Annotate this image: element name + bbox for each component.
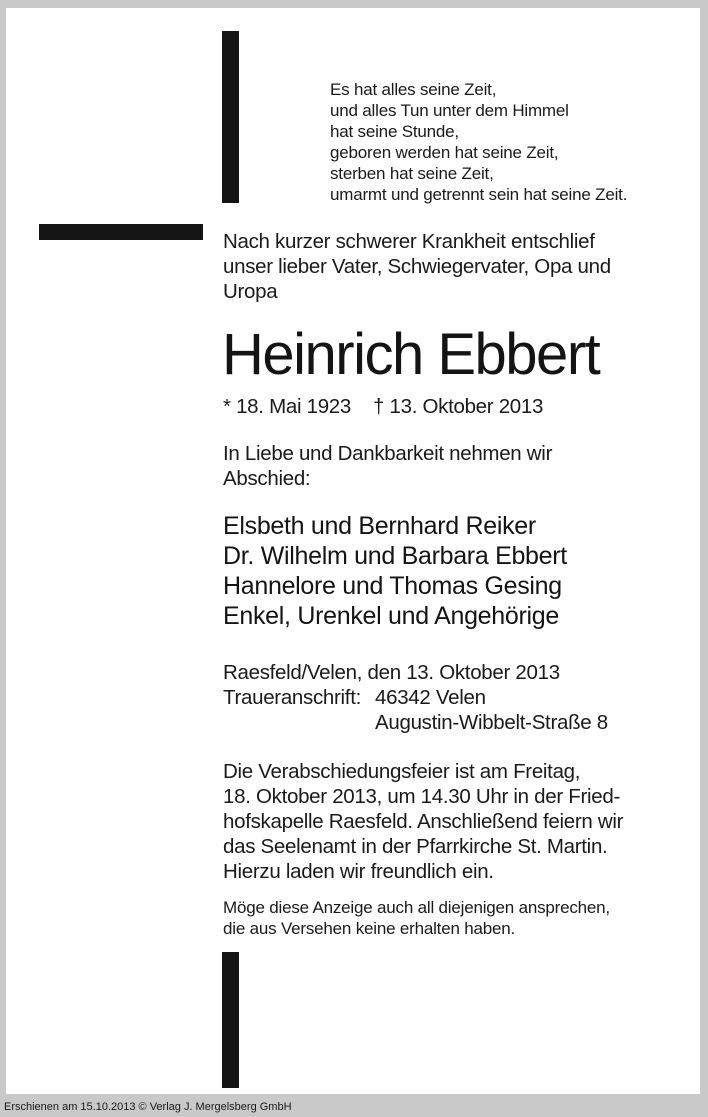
ceremony-line: Hierzu laden wir freundlich ein. [223,860,494,883]
place-and-address [223,660,608,735]
ceremony-line: Die Verabschiedungsfeier ist am Freitag, [223,760,581,783]
decorative-bar-bottom [222,952,239,1088]
note-line: die aus Versehen keine erhalten haben. [223,919,516,938]
intro-line: unser lieber Vater, Schwiegervater, Opa und [223,255,611,278]
farewell-line: In Liebe und Dankbarkeit nehmen wir [223,442,553,465]
death-date: † 13. Oktober 2013 [373,395,544,418]
mourners-list [223,511,567,631]
note-line: Möge diese Anzeige auch all diejenigen ansprechen, [223,898,610,917]
address-label: Traueranschrift: [223,686,361,709]
decorative-bar-top [222,31,239,203]
poem-line: Es hat alles seine Zeit, [330,80,497,99]
poem-line: und alles Tun unter dem Himmel [330,101,569,120]
mourner-entry: Dr. Wilhelm und Barbara Ebbert [223,542,567,570]
address-line2: Augustin-Wibbelt-Straße 8 [375,711,608,734]
ceremony-line: 18. Oktober 2013, um 14.30 Uhr in der Fried- [223,785,621,808]
poem-line: geboren werden hat seine Zeit, [330,143,559,162]
ceremony-text [223,759,623,884]
closing-note [223,897,610,939]
place-date: , den 13. Oktober 2013 [356,661,560,684]
birth-date: * 18. Mai 1923 [223,395,351,418]
address-row [223,685,608,710]
farewell-line: Abschied: [223,467,311,490]
life-dates [223,394,543,419]
mourner-entry: Hannelore und Thomas Gesing [223,572,562,600]
publication-footer: Erschienen am 15.10.2013 © Verlag J. Mergelsberg GmbH [4,1101,292,1113]
poem-line: sterben hat seine Zeit, [330,164,494,183]
poem-line: hat seine Stunde, [330,122,459,141]
poem-line: umarmt und getrennt sein hat seine Zeit. [330,185,628,204]
mourner-entry: Enkel, Urenkel und Angehörige [223,602,559,630]
deceased-name: Heinrich Ebbert [222,322,600,387]
ceremony-line: das Seelenamt in der Pfarrkirche St. Martin. [223,835,608,858]
address-line1: 46342 Velen [375,686,486,709]
farewell-text [223,441,552,491]
place-date-line [223,660,608,685]
intro-line: Nach kurzer schwerer Krankheit entschlief [223,230,595,253]
mourner-entry: Elsbeth und Bernhard Reiker [223,512,536,540]
decorative-bar-left [39,224,203,240]
ceremony-line: hofskapelle Raesfeld. Anschließend feiern wir [223,810,624,833]
obituary-notice [6,8,700,1094]
poem [330,79,627,205]
intro-text [223,229,611,304]
intro-line: Uropa [223,280,278,303]
place-city: Raesfeld/Velen [223,661,357,684]
